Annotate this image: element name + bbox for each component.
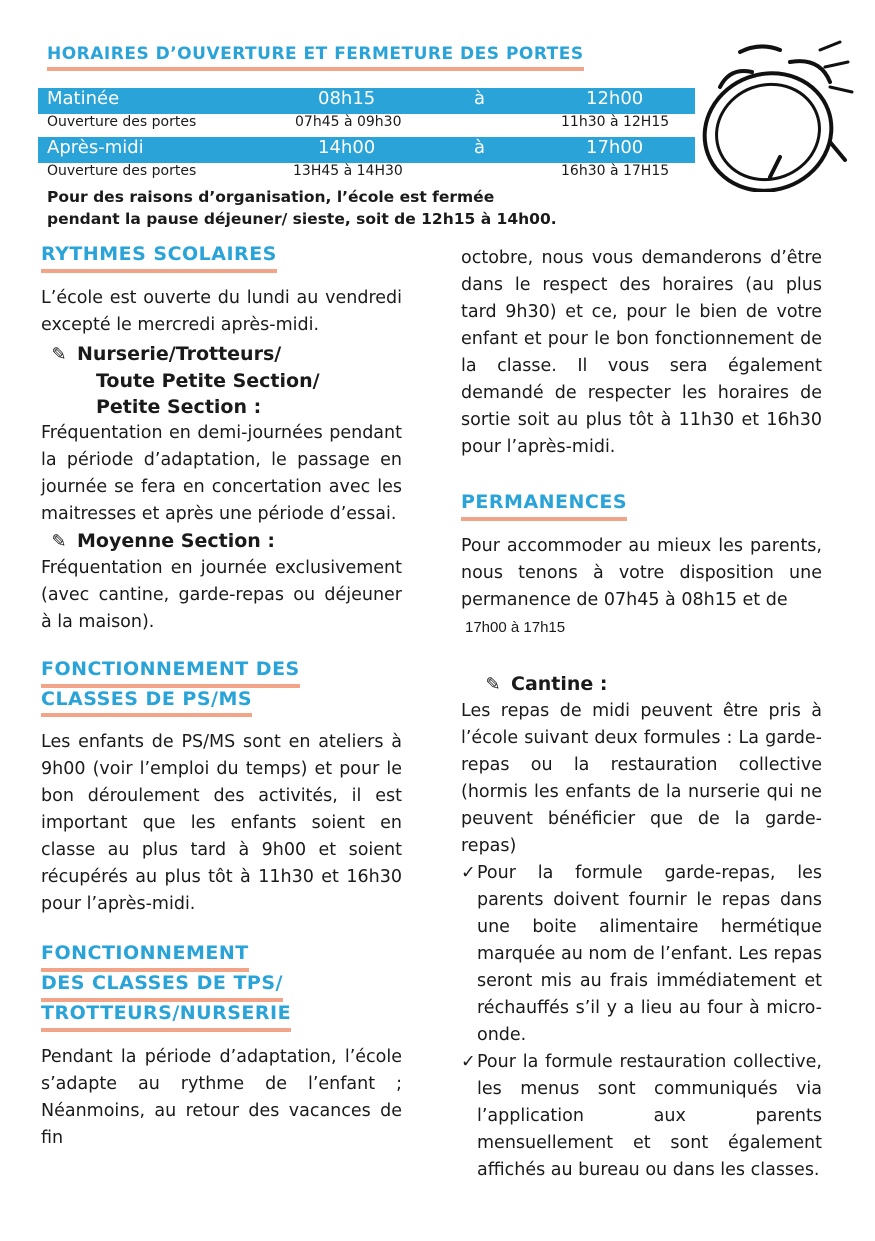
closure-note	[47, 186, 607, 230]
pencil-icon: ✎	[51, 530, 67, 552]
cantine-item-restauration	[461, 1049, 822, 1184]
rythmes-title: RYTHMES SCOLAIRES	[41, 243, 402, 273]
nursery-heading-line1: Nurserie/Trotteurs/	[77, 342, 282, 365]
apres-midi-doors-start: 13H45 à 14H30	[293, 163, 403, 179]
moyenne-text: Fréquentation en journée exclusivement (avec cantine, garde-repas ou déjeuner à la maison).	[41, 557, 402, 632]
permanences-title: PERMANENCES	[461, 491, 822, 521]
alarm-clock-icon	[680, 32, 860, 192]
matinee-end: 12h00	[586, 88, 644, 109]
fonct-psms-title	[41, 658, 402, 718]
apres-midi-doors-row	[38, 163, 695, 185]
fonct-psms-title-line2: CLASSES DE PS/MS	[41, 688, 252, 718]
nursery-heading-line2: Toute Petite Section/	[96, 369, 320, 392]
apres-midi-row	[38, 137, 695, 163]
cantine-heading	[461, 671, 822, 698]
cantine-item-garde-repas	[461, 860, 822, 1049]
right-column	[461, 245, 822, 1184]
cantine-text: Les repas de midi peuvent être pris à l’école suivant deux formules : La garde-repas ou la restauration collective (hormis les enfants de la nurserie qui ne peuvent bénéficier que de la garde-repas)	[461, 700, 822, 856]
rythmes-intro: L’école est ouverte du lundi au vendredi excepté le mercredi après-midi.	[41, 287, 402, 335]
check-icon: ✓	[461, 1051, 476, 1072]
left-column	[41, 243, 402, 1152]
apres-midi-doors-end: 16h30 à 17H15	[561, 163, 670, 179]
matinee-sep: à	[474, 88, 486, 109]
fonct-tps-continued: octobre, nous vous demanderons d’être dans le respect des horaires (au plus tard 9h30) et ce, pour le bien de votre enfant et pour le bon fonctionnement de la classe. Il vous sera également demandé de respecter les horaires de sortie soit au plus tôt à 11h30 et 16h30 pour l’après-midi.	[461, 248, 822, 457]
matinee-row	[38, 88, 695, 114]
matinee-start: 08h15	[318, 88, 376, 109]
pencil-icon: ✎	[51, 343, 67, 365]
apres-midi-end: 17h00	[586, 137, 644, 158]
apres-midi-sep: à	[474, 137, 486, 158]
fonct-psms-text: Les enfants de PS/MS sont en ateliers à 9h00 (voir l’emploi du temps) et pour le bon déroulement des activités, il est important que les enfants soient en classe au plus tard à 9h00 et soient récupérés au plus tôt à 11h30 et 16h30 pour l’après-midi.	[41, 732, 402, 915]
fonct-tps-title	[41, 942, 402, 1031]
matinee-doors-label: Ouverture des portes	[47, 114, 197, 130]
fonct-psms-title-line1: FONCTIONNEMENT DES	[41, 658, 300, 688]
matinee-doors-start: 07h45 à 09h30	[295, 114, 402, 130]
apres-midi-start: 14h00	[318, 137, 376, 158]
nursery-heading-line3: Petite Section :	[96, 395, 262, 418]
cantine-heading-text: Cantine :	[511, 672, 608, 695]
fonct-tps-text: Pendant la période d’adaptation, l’école s’adapte au rythme de l’enfant ; Néanmoins, au retour des vacances de fin	[41, 1046, 402, 1148]
permanences-time: 17h00 à 17h15	[465, 618, 566, 636]
permanences-text: Pour accommoder au mieux les parents, nous tenons à votre disposition une permanence de 07h45 à 08h15 et de	[461, 535, 822, 610]
horaires-title: HORAIRES D’OUVERTURE ET FERMETURE DES PORTES	[47, 44, 584, 71]
fonct-tps-title-line2: DES CLASSES DE TPS/	[41, 972, 283, 1002]
nursery-heading	[41, 341, 402, 420]
matinee-doors-end: 11h30 à 12H15	[561, 114, 670, 130]
moyenne-heading-text: Moyenne Section :	[77, 529, 276, 552]
apres-midi-label: Après-midi	[47, 137, 144, 158]
apres-midi-doors-label: Ouverture des portes	[47, 163, 197, 179]
closure-note-line2: pendant la pause déjeuner/ sieste, soit de 12h15 à 14h00.	[47, 210, 557, 228]
pencil-icon: ✎	[485, 673, 501, 695]
nursery-text: Fréquentation en demi-journées pendant la période d’adaptation, le passage en journée se fera en concertation avec les maitresses et après une période d’essai.	[41, 422, 402, 524]
moyenne-heading	[41, 528, 402, 555]
cantine-item2-text: Pour la formule restauration collective, les menus sont communiqués via l’application aux parents mensuellement et sont également affichés au bureau ou dans les classes.	[477, 1051, 822, 1180]
fonct-tps-title-line3: TROTTEURS/NURSERIE	[41, 1002, 291, 1032]
matinee-doors-row	[38, 114, 695, 136]
closure-note-line1: Pour des raisons d’organisation, l’école est fermée	[47, 188, 495, 206]
check-icon: ✓	[461, 862, 476, 883]
cantine-item1-text: Pour la formule garde-repas, les parents doivent fournir le repas dans une boite alimentaire hermétique marquée au nom de l’enfant. Les repas seront mis au frais immédiatement et réchauffés s’il y a lieu au four à micro-onde.	[477, 862, 822, 1045]
matinee-label: Matinée	[47, 88, 120, 109]
fonct-tps-title-line1: FONCTIONNEMENT	[41, 942, 249, 972]
